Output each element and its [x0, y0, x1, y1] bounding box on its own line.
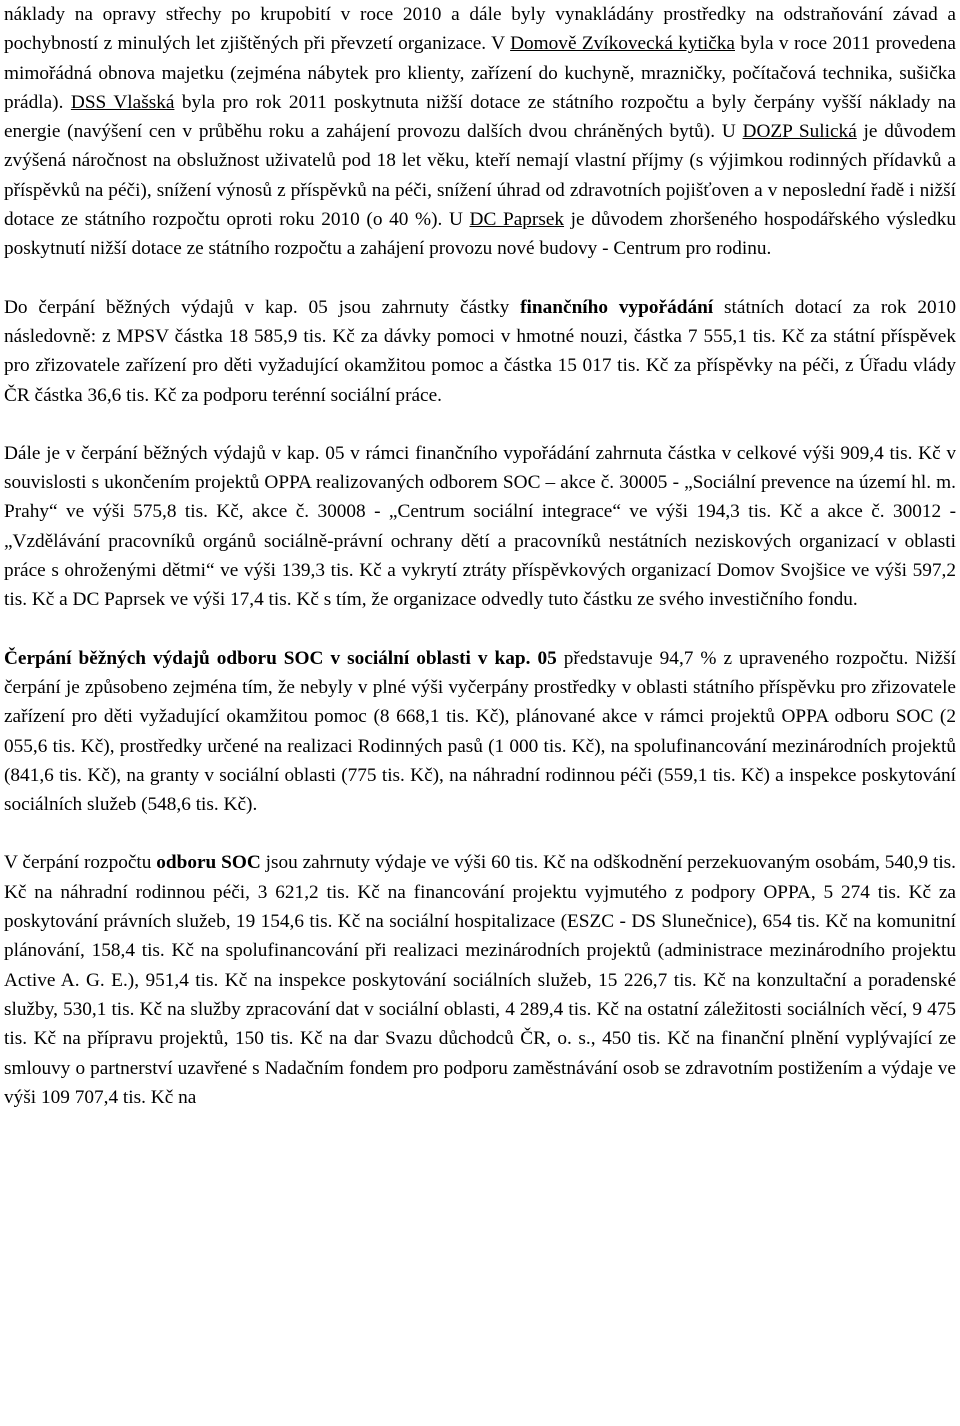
paragraph-gap — [4, 615, 956, 644]
bold-heading: Čerpání běžných výdajů odboru SOC v sociální oblasti v kap. 05 — [4, 647, 557, 669]
paragraph-financial-settlement — [4, 293, 956, 410]
text-span: náklady na opravy střechy po krupobití v roce 2010 a dále byly vynakládány prostředky na odstraňování závad a pochybností z minulých let zjištěných při převzetí organizace. V — [4, 4, 956, 55]
text-span: jsou zahrnuty výdaje ve výši 60 tis. Kč na odškodnění perzekuovaným osobám, 540,9 tis. Kč na náhradní rodinnou péči, 3 621,2 tis. Kč na financování projektu vyjmutého z podpory OPPA, 5 274 tis. Kč za poskytování právních služeb, 19 154,6 tis. Kč na sociální hospitalizace (ESZC - DS Slunečnice), 654 tis. Kč na komunitní plánování, 158,4 tis. Kč na spolufinancování při realizaci mezinárodních projektů (administrace mezinárodního projektu Active A. G. E.), 951,4 tis. Kč na inspekce poskytování sociálních služeb, 15 226,7 tis. Kč na konzultační a poradenské služby, 530,1 tis. Kč na služby zpracování dat v sociální oblasti, 4 289,4 tis. Kč na ostatní záležitosti sociálních věcí, 9 475 tis. Kč na přípravu projektů, 150 tis. Kč na dar Svazu důchodců ČR, o. s., 450 tis. Kč na finanční plnění vyplývající ze smlouvy o partnerství uzavřené s Nadačním fondem pro podporu zaměstnávání osob se zdravotním postižením a výdaje ve výši 109 707,4 tis. Kč na — [4, 852, 956, 1108]
paragraph-oppa-projects — [4, 439, 956, 615]
facility-name: DOZP Sulická — [742, 121, 857, 143]
facility-name: Domově Zvíkovecká kytička — [510, 33, 735, 55]
paragraph-spending-summary — [4, 644, 956, 820]
paragraph-soc-budget — [4, 848, 956, 1112]
text-span: je důvodem zhoršeného hospodářského výsledku poskytnutí nižší dotace ze státního rozpočtu a zahájení provozu nové budovy - Centrum pro rodinu. — [4, 209, 957, 260]
text-span: státních dotací za rok 2010 následovně: z MPSV částka 18 585,9 tis. Kč za dávky pomoci v hmotné nouzi, částka 7 555,1 tis. Kč za státní příspěvek pro zřizovatele zařízení pro děti vyžadující okamžitou pomoc a částka 15 017 tis. Kč za příspěvky na péči, z Úřadu vlády ČR částka 36,6 tis. Kč za podporu terénní sociální práce. — [4, 296, 956, 406]
text-span: je důvodem zvýšená náročnost na obslužnost uživatelů pod 18 let věku, kteří nemají vlastní příjmy (s výjimkou rodinných přídavků a příspěvků na péči), snížení výnosů z příspěvků na péči, snížení úhrad od zdravotních pojišťoven a v neposlední řadě i nižší dotace ze státního rozpočtu oproti roku 2010 (o 40 %). U — [4, 121, 956, 231]
paragraph-gap — [4, 410, 956, 439]
text-span: představuje 94,7 % z upraveného rozpočtu. Nižší čerpání je způsobeno zejména tím, že nebyly v plné výši vyčerpány prostředky v oblasti státního příspěvku pro zřizovatele zařízení pro děti vyžadující okamžitou pomoc (8 668,1 tis. Kč), plánované akce v rámci projektů OPPA odboru SOC (2 055,6 tis. Kč), prostředky určené na realizaci Rodinných pasů (1 000 tis. Kč), na spolufinancování mezinárodních projektů (841,6 tis. Kč), na granty v sociální oblasti (775 tis. Kč), na náhradní rodinnou péči (559,1 tis. Kč) a inspekce poskytování sociálních služeb (548,6 tis. Kč). — [4, 647, 956, 816]
bold-term: finančního vypořádání — [520, 296, 714, 318]
paragraph-facility-results — [4, 0, 956, 264]
text-span: V čerpání rozpočtu — [4, 852, 157, 874]
paragraph-gap — [4, 819, 956, 848]
text-span: byla v roce 2011 provedena mimořádná obnova majetku (zejména nábytek pro klienty, zařízení do kuchyně, mrazničky, počítačová technika, sušička prádla). — [4, 33, 956, 113]
facility-name: DSS Vlašská — [70, 91, 175, 113]
text-span: Dále je v čerpání běžných výdajů v kap. 05 v rámci finančního vypořádání zahrnuta částka v celkové výši 909,4 tis. Kč v souvislosti s ukončením projektů OPPA realizovaných odborem SOC – akce č. 30005 - „Sociální prevence na území hl. m. Prahy“ ve výši 575,8 tis. Kč, akce č. 30008 - „Centrum sociální integrace“ ve výši 194,3 tis. Kč a akce č. 30012 - „Vzdělávání pracovníků orgánů sociálně-právní ochrany dětí a pracovníků nestátních neziskových organizací v oblasti práce s ohroženými dětmi“ ve výši 139,3 tis. Kč a vykrytí ztráty příspěvkových organizací Domov Svojšice ve výši 597,2 tis. Kč a DC Paprsek ve výši 17,4 tis. Kč s tím, že organizace odvedly tuto částku ze svého investičního fondu. — [4, 442, 956, 611]
bold-term: odboru SOC — [156, 852, 261, 874]
text-span: Do čerpání běžných výdajů v kap. 05 jsou zahrnuty částky — [4, 296, 521, 318]
text-span: byla pro rok 2011 poskytnuta nižší dotace ze státního rozpočtu a byly čerpány vyšší náklady na energie (navýšení cen v průběhu roku a zahájení provozu dalších dvou chráněných bytů). U — [4, 91, 956, 143]
paragraph-gap — [4, 264, 956, 293]
facility-name: DC Paprsek — [469, 209, 565, 231]
